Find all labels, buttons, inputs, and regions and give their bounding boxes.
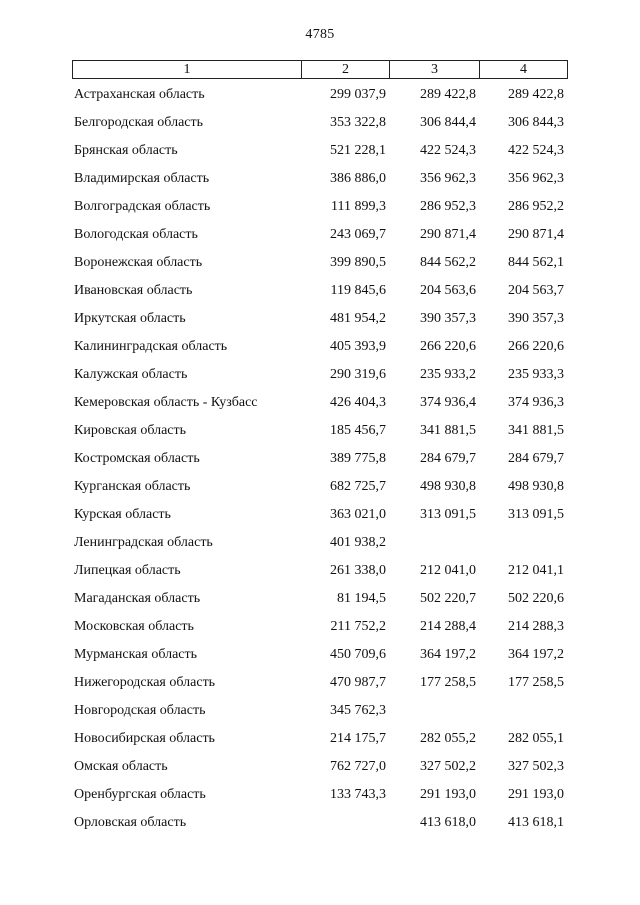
value-col-2: 481 954,2 bbox=[330, 311, 386, 326]
page-number: 4785 bbox=[305, 27, 335, 42]
value-col-4: 356 962,3 bbox=[508, 171, 564, 186]
region-name: Магаданская область bbox=[74, 591, 201, 606]
table-row bbox=[0, 641, 640, 669]
table-row bbox=[0, 473, 640, 501]
value-col-4: 284 679,7 bbox=[508, 451, 564, 466]
value-col-3: 284 679,7 bbox=[420, 451, 476, 466]
table-row bbox=[0, 305, 640, 333]
value-col-2: 133 743,3 bbox=[330, 787, 386, 802]
value-col-4: 422 524,3 bbox=[508, 143, 564, 158]
value-col-2: 399 890,5 bbox=[330, 255, 386, 270]
table-row bbox=[0, 137, 640, 165]
table-row bbox=[0, 753, 640, 781]
column-header-1: 1 bbox=[73, 61, 302, 78]
value-col-4: 341 881,5 bbox=[508, 423, 564, 438]
region-name: Владимирская область bbox=[74, 171, 210, 186]
value-col-4: 291 193,0 bbox=[508, 787, 564, 802]
value-col-3: 306 844,4 bbox=[420, 115, 476, 130]
value-col-4: 204 563,7 bbox=[508, 283, 564, 298]
region-name: Волгоградская область bbox=[74, 199, 211, 214]
value-col-2: 261 338,0 bbox=[330, 563, 386, 578]
region-name: Мурманская область bbox=[74, 647, 198, 662]
region-name: Вологодская область bbox=[74, 227, 198, 242]
column-header-4: 4 bbox=[520, 62, 527, 77]
value-col-4: 289 422,8 bbox=[508, 87, 564, 102]
table-row bbox=[0, 221, 640, 249]
value-col-2: 405 393,9 bbox=[330, 339, 386, 354]
region-name: Воронежская область bbox=[74, 255, 203, 270]
region-name: Белгородская область bbox=[74, 115, 204, 130]
value-col-3: 498 930,8 bbox=[420, 479, 476, 494]
value-col-3: 282 055,2 bbox=[420, 731, 476, 746]
region-name: Кировская область bbox=[74, 423, 187, 438]
value-col-4: 413 618,1 bbox=[508, 815, 564, 830]
region-name: Новгородская область bbox=[74, 703, 206, 718]
value-col-4: 313 091,5 bbox=[508, 507, 564, 522]
value-col-2: 345 762,3 bbox=[330, 703, 386, 718]
value-col-3: 204 563,6 bbox=[420, 283, 476, 298]
value-col-3: 212 041,0 bbox=[420, 563, 476, 578]
table-row bbox=[0, 529, 640, 557]
region-name: Калужская область bbox=[74, 367, 188, 382]
table-body bbox=[0, 81, 640, 837]
region-name: Новосибирская область bbox=[74, 731, 215, 746]
table-row bbox=[0, 389, 640, 417]
value-col-3: 177 258,5 bbox=[420, 675, 476, 690]
region-name: Нижегородская область bbox=[74, 675, 216, 690]
value-col-4: 266 220,6 bbox=[508, 339, 564, 354]
value-col-2: 401 938,2 bbox=[330, 535, 386, 550]
value-col-2: 450 709,6 bbox=[330, 647, 386, 662]
region-name: Костромская область bbox=[74, 451, 200, 466]
value-col-2: 185 456,7 bbox=[330, 423, 386, 438]
value-col-4: 290 871,4 bbox=[508, 227, 564, 242]
value-col-3: 214 288,4 bbox=[420, 619, 476, 634]
value-col-3: 286 952,3 bbox=[420, 199, 476, 214]
table-row bbox=[0, 249, 640, 277]
value-col-4: 327 502,3 bbox=[508, 759, 564, 774]
column-header-3: 3 bbox=[390, 61, 480, 78]
region-name: Ивановская область bbox=[74, 283, 193, 298]
value-col-3: 356 962,3 bbox=[420, 171, 476, 186]
value-col-4: 177 258,5 bbox=[508, 675, 564, 690]
value-col-3: 341 881,5 bbox=[420, 423, 476, 438]
table-row bbox=[0, 361, 640, 389]
table-row bbox=[0, 193, 640, 221]
table-row bbox=[0, 781, 640, 809]
value-col-2: 119 845,6 bbox=[330, 283, 386, 298]
value-col-3: 413 618,0 bbox=[420, 815, 476, 830]
table-header bbox=[72, 60, 568, 79]
value-col-3: 313 091,5 bbox=[420, 507, 476, 522]
value-col-2: 682 725,7 bbox=[330, 479, 386, 494]
value-col-3: 290 871,4 bbox=[420, 227, 476, 242]
value-col-2: 389 775,8 bbox=[330, 451, 386, 466]
value-col-2: 426 404,3 bbox=[330, 395, 386, 410]
region-name: Оренбургская область bbox=[74, 787, 206, 802]
value-col-3: 327 502,2 bbox=[420, 759, 476, 774]
value-col-3: 502 220,7 bbox=[420, 591, 476, 606]
region-name: Ленинградская область bbox=[74, 535, 213, 550]
value-col-2: 470 987,7 bbox=[330, 675, 386, 690]
value-col-2: 290 319,6 bbox=[330, 367, 386, 382]
region-name: Курская область bbox=[74, 507, 171, 522]
value-col-2: 299 037,9 bbox=[330, 87, 386, 102]
value-col-2: 386 886,0 bbox=[330, 171, 386, 186]
value-col-2: 111 899,3 bbox=[331, 199, 386, 214]
value-col-2: 353 322,8 bbox=[330, 115, 386, 130]
value-col-2: 363 021,0 bbox=[330, 507, 386, 522]
value-col-2: 521 228,1 bbox=[330, 143, 386, 158]
region-name: Кемеровская область - Кузбасс bbox=[74, 395, 258, 410]
value-col-4: 212 041,1 bbox=[508, 563, 564, 578]
value-col-2: 243 069,7 bbox=[330, 227, 386, 242]
table-row bbox=[0, 445, 640, 473]
value-col-3: 364 197,2 bbox=[420, 647, 476, 662]
value-col-4: 844 562,1 bbox=[508, 255, 564, 270]
value-col-4: 502 220,6 bbox=[508, 591, 564, 606]
value-col-2: 211 752,2 bbox=[330, 619, 386, 634]
region-name: Иркутская область bbox=[74, 311, 186, 326]
value-col-4: 374 936,3 bbox=[508, 395, 564, 410]
region-name: Московская область bbox=[74, 619, 194, 634]
table-row bbox=[0, 613, 640, 641]
table-row bbox=[0, 333, 640, 361]
value-col-4: 390 357,3 bbox=[508, 311, 564, 326]
value-col-4: 286 952,2 bbox=[508, 199, 564, 214]
value-col-4: 364 197,2 bbox=[508, 647, 564, 662]
value-col-3: 289 422,8 bbox=[420, 87, 476, 102]
value-col-3: 291 193,0 bbox=[420, 787, 476, 802]
table-row bbox=[0, 697, 640, 725]
value-col-4: 306 844,3 bbox=[508, 115, 564, 130]
value-col-2: 214 175,7 bbox=[330, 731, 386, 746]
column-header-2: 2 bbox=[302, 61, 390, 78]
table-row bbox=[0, 669, 640, 697]
table-row bbox=[0, 501, 640, 529]
table-row bbox=[0, 809, 640, 837]
value-col-3: 266 220,6 bbox=[420, 339, 476, 354]
table-row bbox=[0, 109, 640, 137]
value-col-4: 282 055,1 bbox=[508, 731, 564, 746]
value-col-2: 762 727,0 bbox=[330, 759, 386, 774]
region-name: Брянская область bbox=[74, 143, 178, 158]
region-name: Липецкая область bbox=[74, 563, 181, 578]
table-row bbox=[0, 417, 640, 445]
region-name: Омская область bbox=[74, 759, 168, 774]
value-col-3: 235 933,2 bbox=[420, 367, 476, 382]
table-row bbox=[0, 557, 640, 585]
table-row bbox=[0, 81, 640, 109]
table-row bbox=[0, 585, 640, 613]
region-name: Астраханская область bbox=[74, 87, 205, 102]
region-name: Калининградская область bbox=[74, 339, 228, 354]
value-col-3: 422 524,3 bbox=[420, 143, 476, 158]
value-col-4: 498 930,8 bbox=[508, 479, 564, 494]
value-col-3: 390 357,3 bbox=[420, 311, 476, 326]
value-col-3: 844 562,2 bbox=[420, 255, 476, 270]
region-name: Орловская область bbox=[74, 815, 187, 830]
value-col-2: 81 194,5 bbox=[337, 591, 386, 606]
region-name: Курганская область bbox=[74, 479, 191, 494]
value-col-3: 374 936,4 bbox=[420, 395, 476, 410]
value-col-4: 214 288,3 bbox=[508, 619, 564, 634]
table-row bbox=[0, 165, 640, 193]
table-row bbox=[0, 277, 640, 305]
table-row bbox=[0, 725, 640, 753]
value-col-4: 235 933,3 bbox=[508, 367, 564, 382]
